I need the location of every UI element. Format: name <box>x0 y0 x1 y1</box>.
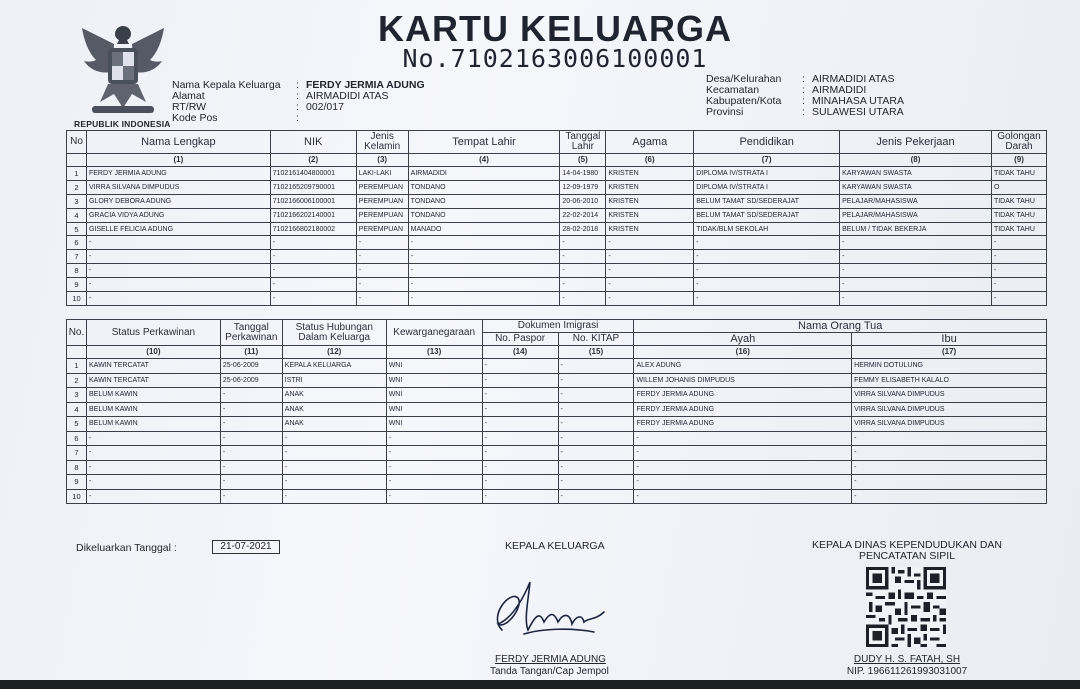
col-header: Nama Orang Tua <box>634 320 1047 333</box>
table-cell: GLORY DEBORA ADUNG <box>86 194 270 208</box>
table-cell: 4 <box>67 208 87 222</box>
table-row <box>67 194 1047 208</box>
table-cell: WNI <box>386 388 482 403</box>
info-label: Kecamatan <box>706 84 760 96</box>
table-cell: - <box>558 489 634 504</box>
members-table <box>66 130 1047 306</box>
table-cell: PEREMPUAN <box>356 180 408 194</box>
table-cell: - <box>694 264 840 278</box>
table-cell: TONDANO <box>408 208 560 222</box>
table-cell: 5 <box>67 417 87 432</box>
col-header: No. <box>67 320 87 346</box>
table-cell: - <box>482 475 558 490</box>
table-cell: - <box>991 292 1046 306</box>
table-cell: - <box>558 388 634 403</box>
table-row <box>67 208 1047 222</box>
table-cell: - <box>282 446 386 461</box>
issued-date: 21-07-2021 <box>212 540 280 554</box>
table-cell: - <box>356 236 408 250</box>
table-cell: - <box>840 264 992 278</box>
col-number: (16) <box>634 346 852 359</box>
table-cell: KEPALA KELUARGA <box>282 359 386 374</box>
table-cell: - <box>86 489 220 504</box>
col-number: (3) <box>356 154 408 167</box>
col-number: (15) <box>558 346 634 359</box>
table-row <box>67 359 1047 374</box>
table-cell: 7102165209790001 <box>270 180 356 194</box>
table-cell: - <box>606 292 694 306</box>
table-cell: DIPLOMA IV/STRATA I <box>694 167 840 181</box>
table-cell: - <box>86 292 270 306</box>
table-cell: - <box>270 278 356 292</box>
table-cell: - <box>558 460 634 475</box>
table-cell: LAKI-LAKI <box>356 167 408 181</box>
table-cell: - <box>220 446 282 461</box>
signature-icon <box>484 572 614 650</box>
table-cell: WNI <box>386 359 482 374</box>
table-cell: 28-02-2018 <box>560 222 606 236</box>
table-cell: - <box>356 292 408 306</box>
col-number: (9) <box>991 154 1046 167</box>
table-cell: - <box>840 236 992 250</box>
col-number: (8) <box>840 154 992 167</box>
table-cell: - <box>840 250 992 264</box>
col-header: No. Paspor <box>482 333 558 346</box>
republik-indonesia-label: REPUBLIK INDONESIA <box>74 119 171 129</box>
table-cell: - <box>634 431 852 446</box>
table-cell: 22-02-2014 <box>560 208 606 222</box>
table-cell: VIRRA SILVANA DIMPUDUS <box>852 417 1047 432</box>
table-cell: - <box>694 278 840 292</box>
col-number: (17) <box>852 346 1047 359</box>
document-title: KARTU KELUARGA <box>378 8 732 49</box>
table-cell: KARYAWAN SWASTA <box>840 180 992 194</box>
table-cell: - <box>220 388 282 403</box>
table-cell: - <box>634 489 852 504</box>
col-header: Jenis Pekerjaan <box>840 131 992 154</box>
table-cell: ANAK <box>282 402 386 417</box>
table-cell: - <box>86 460 220 475</box>
col-header: Nama Lengkap <box>86 131 270 154</box>
table-cell: GISELLE FELICIA ADUNG <box>86 222 270 236</box>
col-header: Ibu <box>852 333 1047 346</box>
table-cell: - <box>270 264 356 278</box>
table-cell: 1 <box>67 167 87 181</box>
table-cell: PELAJAR/MAHASISWA <box>840 208 992 222</box>
table-cell: - <box>560 250 606 264</box>
col-number: (12) <box>282 346 386 359</box>
table-cell: - <box>840 292 992 306</box>
info-value: MINAHASA UTARA <box>812 95 904 107</box>
col-header: Tanggal Lahir <box>560 131 606 154</box>
issued-label: Dikeluarkan Tanggal : <box>76 542 177 554</box>
table-cell: 10 <box>67 292 87 306</box>
table-cell: - <box>694 236 840 250</box>
table-cell: WILLEM JOHANIS DIMPUDUS <box>634 373 852 388</box>
table-cell: - <box>282 489 386 504</box>
table-cell: - <box>560 278 606 292</box>
table-cell: - <box>634 446 852 461</box>
info-value: 002/017 <box>306 101 344 113</box>
table-row <box>67 388 1047 403</box>
table-cell: - <box>558 446 634 461</box>
household-info: Nama Kepala Keluarga : FERDY JERMIA ADUNG Alamat : AIRMADIDI ATAS RT/RW : 002/017 Kode Pos : <box>172 79 425 124</box>
table-cell: PEREMPUAN <box>356 194 408 208</box>
table-cell: - <box>482 359 558 374</box>
card-number: No.7102163006100001 <box>402 44 708 73</box>
table-cell: - <box>86 250 270 264</box>
table-cell: 6 <box>67 431 87 446</box>
table-cell: FERDY JERMIA ADUNG <box>634 417 852 432</box>
table-cell: - <box>386 460 482 475</box>
table-cell: 12-09-1979 <box>560 180 606 194</box>
table-row <box>67 236 1047 250</box>
col-header: Jenis Kelamin <box>356 131 408 154</box>
table-cell: - <box>606 250 694 264</box>
table-cell: 6 <box>67 236 87 250</box>
table-cell: - <box>482 402 558 417</box>
table-cell: - <box>86 236 270 250</box>
table-cell: - <box>386 475 482 490</box>
table-cell: TONDANO <box>408 194 560 208</box>
col-number: (14) <box>482 346 558 359</box>
info-label: Nama Kepala Keluarga <box>172 79 281 91</box>
table-cell: - <box>482 431 558 446</box>
table-cell: AIRMADIDI <box>408 167 560 181</box>
table-cell: - <box>220 460 282 475</box>
table-cell: WNI <box>386 373 482 388</box>
table-cell: KAWIN TERCATAT <box>86 359 220 374</box>
table-cell: TIDAK TAHU <box>991 194 1046 208</box>
col-header: Status Hubungan Dalam Keluarga <box>282 320 386 346</box>
table-cell: BELUM KAWIN <box>86 388 220 403</box>
table-cell: - <box>694 292 840 306</box>
table-cell: - <box>282 475 386 490</box>
region-info: Desa/Kelurahan : AIRMADIDI ATAS Kecamatan : AIRMADIDI Kabupaten/Kota : MINAHASA UTARA Provinsi : SULAWESI UTARA <box>706 73 904 118</box>
table-cell: - <box>482 489 558 504</box>
table-cell: 14-04-1980 <box>560 167 606 181</box>
table-cell: - <box>840 278 992 292</box>
table-cell: KAWIN TERCATAT <box>86 373 220 388</box>
table-cell: - <box>270 250 356 264</box>
table-cell: HERMIN DOTULUNG <box>852 359 1047 374</box>
table-cell: - <box>558 475 634 490</box>
table-cell: 10 <box>67 489 87 504</box>
info-value: AIRMADIDI ATAS <box>306 90 389 102</box>
table-row <box>67 475 1047 490</box>
table-cell: - <box>560 264 606 278</box>
table-row <box>67 278 1047 292</box>
table-cell: - <box>991 236 1046 250</box>
table-cell: - <box>558 402 634 417</box>
department-head-name: DUDY H. S. FATAH, SH <box>853 654 961 665</box>
table-cell: - <box>558 431 634 446</box>
col-header: No. KITAP <box>558 333 634 346</box>
marital-parents-table <box>66 319 1047 504</box>
table-cell: 7 <box>67 446 87 461</box>
table-cell: - <box>560 292 606 306</box>
col-header: No <box>67 131 87 154</box>
table-cell: O <box>991 180 1046 194</box>
table-cell: GRACIA VIDYA ADUNG <box>86 208 270 222</box>
head-of-family-label: KEPALA KELUARGA <box>505 540 605 552</box>
table-cell: 1 <box>67 359 87 374</box>
table-cell: - <box>356 278 408 292</box>
table-row <box>67 431 1047 446</box>
col-header: Golongan Darah <box>991 131 1046 154</box>
table-cell: ANAK <box>282 417 386 432</box>
department-head-line-1: KEPALA DINAS KEPENDUDUKAN DAN <box>811 539 1003 551</box>
table-cell: 5 <box>67 222 87 236</box>
table-cell: - <box>356 264 408 278</box>
col-number: (4) <box>408 154 560 167</box>
info-label: Kode Pos <box>172 112 218 124</box>
signature-caption: Tanda Tangan/Cap Jempol <box>490 666 609 677</box>
info-value: FERDY JERMIA ADUNG <box>306 79 425 91</box>
table-cell: WNI <box>386 402 482 417</box>
table-cell: BELUM / TIDAK BEKERJA <box>840 222 992 236</box>
table-cell: KRISTEN <box>606 208 694 222</box>
table-cell: KRISTEN <box>606 194 694 208</box>
table-cell: TIDAK TAHU <box>991 222 1046 236</box>
department-head-label <box>800 540 1014 562</box>
table-cell: 8 <box>67 460 87 475</box>
col-number: (1) <box>86 154 270 167</box>
table-cell: PEREMPUAN <box>356 222 408 236</box>
table-cell: - <box>482 460 558 475</box>
col-header: Agama <box>606 131 694 154</box>
col-number: (6) <box>606 154 694 167</box>
table-cell: - <box>386 489 482 504</box>
table-cell: - <box>220 402 282 417</box>
table-cell: - <box>482 373 558 388</box>
table-cell: - <box>86 475 220 490</box>
table-row <box>67 222 1047 236</box>
info-label: Desa/Kelurahan <box>706 73 782 85</box>
table-cell: PELAJAR/MAHASISWA <box>840 194 992 208</box>
table-cell: - <box>606 236 694 250</box>
col-header: Dokumen Imigrasi <box>482 320 634 333</box>
table-cell: - <box>282 460 386 475</box>
table-cell: 2 <box>67 373 87 388</box>
col-header: Tanggal Perkawinan <box>220 320 282 346</box>
table-cell: - <box>482 446 558 461</box>
table-cell: - <box>86 278 270 292</box>
bottom-edge <box>0 680 1080 689</box>
table-cell: - <box>220 475 282 490</box>
col-header: Kewarganegaraan <box>386 320 482 346</box>
table-cell: KRISTEN <box>606 180 694 194</box>
table-cell: - <box>852 446 1047 461</box>
table-cell: VIRRA SILVANA DIMPUDUS <box>852 388 1047 403</box>
table-cell: 7102166202140001 <box>270 208 356 222</box>
table-cell: - <box>386 431 482 446</box>
col-header: NIK <box>270 131 356 154</box>
garuda-emblem-icon <box>78 22 168 118</box>
table-cell: - <box>852 475 1047 490</box>
table-cell: - <box>408 236 560 250</box>
table-cell: BELUM KAWIN <box>86 402 220 417</box>
table-row <box>67 373 1047 388</box>
table-cell: TIDAK/BLM SEKOLAH <box>694 222 840 236</box>
col-number: (10) <box>86 346 220 359</box>
table-cell: - <box>558 417 634 432</box>
qr-code-icon <box>862 567 950 647</box>
table-row <box>67 489 1047 504</box>
col-header: Tempat Lahir <box>408 131 560 154</box>
table-row <box>67 264 1047 278</box>
table-cell: - <box>386 446 482 461</box>
table-cell: TONDANO <box>408 180 560 194</box>
table-cell: 20-06-2010 <box>560 194 606 208</box>
col-number: (7) <box>694 154 840 167</box>
table-cell: - <box>408 278 560 292</box>
table-cell: - <box>270 292 356 306</box>
info-value: SULAWESI UTARA <box>812 106 904 118</box>
table-cell: - <box>220 417 282 432</box>
table-cell: TIDAK TAHU <box>991 208 1046 222</box>
table-row <box>67 402 1047 417</box>
table-cell: - <box>482 388 558 403</box>
table-cell: 9 <box>67 475 87 490</box>
table-row <box>67 167 1047 181</box>
table-row <box>67 446 1047 461</box>
table-cell: - <box>634 475 852 490</box>
col-number: (5) <box>560 154 606 167</box>
info-value: AIRMADIDI <box>812 84 867 96</box>
table-cell: - <box>852 460 1047 475</box>
department-head-line-2: PENCATATAN SIPIL <box>858 550 956 562</box>
table-cell: - <box>86 431 220 446</box>
info-label: RT/RW <box>172 101 207 113</box>
table-cell: TIDAK TAHU <box>991 167 1046 181</box>
table-cell: ANAK <box>282 388 386 403</box>
table-cell: - <box>408 264 560 278</box>
table-cell: 25-06-2009 <box>220 373 282 388</box>
table-cell: - <box>558 359 634 374</box>
col-header: Status Perkawinan <box>86 320 220 346</box>
table-cell: PEREMPUAN <box>356 208 408 222</box>
table-cell: - <box>560 236 606 250</box>
table-cell: 3 <box>67 388 87 403</box>
table-cell: MANADO <box>408 222 560 236</box>
table-cell: 3 <box>67 194 87 208</box>
info-value: AIRMADIDI ATAS <box>812 73 895 85</box>
table-cell: VIRRA SILVANA DIMPUDUS <box>86 180 270 194</box>
table-cell: - <box>606 264 694 278</box>
table-cell: 8 <box>67 264 87 278</box>
table-cell: - <box>852 431 1047 446</box>
table-row <box>67 460 1047 475</box>
info-label: Alamat <box>172 90 205 102</box>
table-cell: - <box>86 264 270 278</box>
table-cell: - <box>634 460 852 475</box>
col-number: (13) <box>386 346 482 359</box>
table-cell: BELUM TAMAT SD/SEDERAJAT <box>694 194 840 208</box>
table-cell: - <box>852 489 1047 504</box>
table-cell: ISTRI <box>282 373 386 388</box>
table-cell: - <box>356 250 408 264</box>
table-cell: KRISTEN <box>606 167 694 181</box>
table-cell: 2 <box>67 180 87 194</box>
table-cell: - <box>694 250 840 264</box>
table-cell: FERDY JERMIA ADUNG <box>634 402 852 417</box>
table-cell: KRISTEN <box>606 222 694 236</box>
table-cell: FEMMY ELISABETH KALALO <box>852 373 1047 388</box>
table-cell: 7102166802180002 <box>270 222 356 236</box>
table-cell: KARYAWAN SWASTA <box>840 167 992 181</box>
department-head-nip: NIP. 196611261993031007 <box>846 666 968 677</box>
table-cell: WNI <box>386 417 482 432</box>
table-cell: - <box>408 292 560 306</box>
table-row <box>67 180 1047 194</box>
table-cell: - <box>220 431 282 446</box>
table-row <box>67 417 1047 432</box>
table-cell: FERDY JERMIA ADUNG <box>86 167 270 181</box>
table-cell: - <box>991 264 1046 278</box>
table-cell: - <box>991 250 1046 264</box>
info-label: Kabupaten/Kota <box>706 95 782 107</box>
table-row <box>67 250 1047 264</box>
table-cell: - <box>558 373 634 388</box>
table-cell: VIRRA SILVANA DIMPUDUS <box>852 402 1047 417</box>
table-cell: 7 <box>67 250 87 264</box>
info-label: Provinsi <box>706 106 744 118</box>
table-cell: - <box>606 278 694 292</box>
table-cell: - <box>270 236 356 250</box>
table-cell: - <box>86 446 220 461</box>
table-cell: - <box>282 431 386 446</box>
col-number: (11) <box>220 346 282 359</box>
table-row <box>67 292 1047 306</box>
table-cell: FERDY JERMIA ADUNG <box>634 388 852 403</box>
table-cell: BELUM KAWIN <box>86 417 220 432</box>
table-cell: 25-06-2009 <box>220 359 282 374</box>
col-header: Pendidikan <box>694 131 840 154</box>
head-of-family-name: FERDY JERMIA ADUNG <box>495 654 606 665</box>
table-cell: DIPLOMA IV/STRATA I <box>694 180 840 194</box>
table-cell: 4 <box>67 402 87 417</box>
table-cell: 9 <box>67 278 87 292</box>
table-cell: 7102161404800001 <box>270 167 356 181</box>
table-cell: ALEX ADUNG <box>634 359 852 374</box>
table-cell: - <box>482 417 558 432</box>
table-cell: - <box>408 250 560 264</box>
table-cell: - <box>991 278 1046 292</box>
table-cell: 7102166006100001 <box>270 194 356 208</box>
table-cell: - <box>220 489 282 504</box>
col-number: (2) <box>270 154 356 167</box>
table-cell: BELUM TAMAT SD/SEDERAJAT <box>694 208 840 222</box>
col-header: Ayah <box>634 333 852 346</box>
